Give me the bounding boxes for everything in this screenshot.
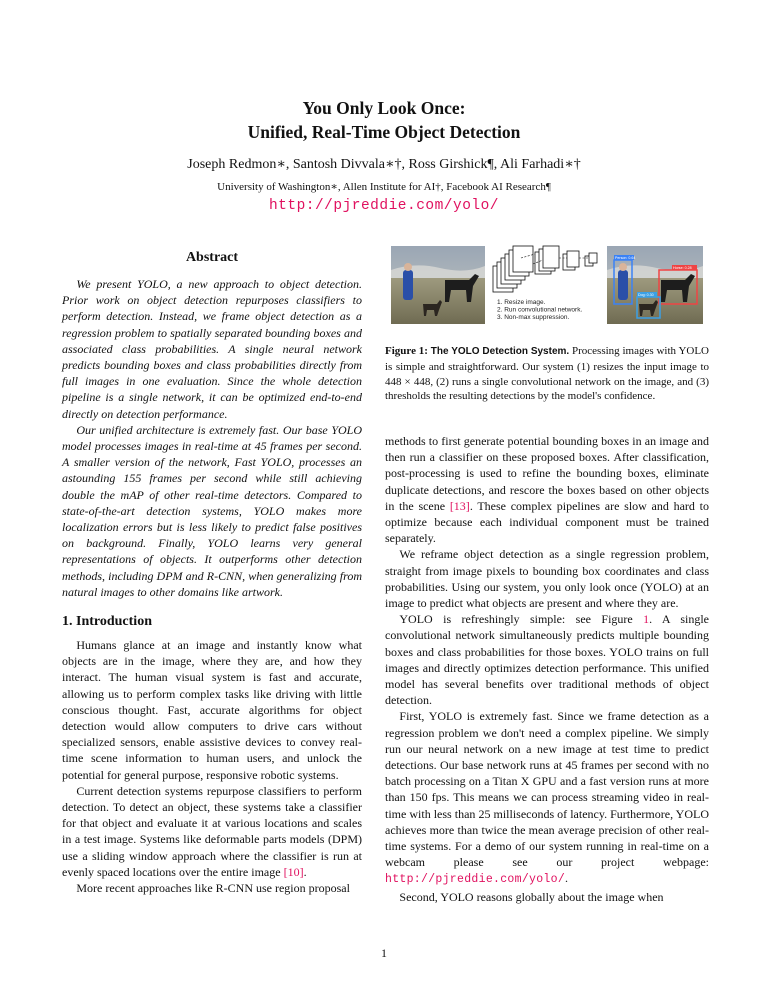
intro-paragraph-1: Humans glance at an image and instantly know what objects are in the image, where they are, and how they interact. The human visual system is fast and accurate, allowing us to perform complex tasks like driving with little conscious thought. Fast, accurate algorithms for object detection would allow computers to drive cars without specialized sensors, enable assistive devices to convey real-time scene information to human users, and unlock the potential for general purpose, responsive robotic systems. <box>62 638 362 782</box>
right-p4-text: First, YOLO is extremely fast. Since we frame detection as a regression problem we don't need a complex pipeline. We simply run our neural network on a new image at test time to predict detections. Our base network runs at 45 frames per second with no batch processing on a Titan X GPU and a fast version runs at more than 150 fps. This means we can process streaming video in real-time with less than 25 milliseconds of latency. Furthermore, YOLO achieves more than twice the mean average precision of other real-time systems. For a demo of our system running in real-time on a webcam please see our project webpage: <box>385 709 709 870</box>
title-line-1: You Only Look Once: <box>302 98 466 118</box>
right-paragraph-4 <box>385 708 709 888</box>
input-image <box>391 246 485 324</box>
abstract-heading: Abstract <box>185 250 239 265</box>
intro-p2-end: . <box>303 864 307 879</box>
network-stack <box>493 246 597 292</box>
citation-link-13[interactable]: [13] <box>449 498 470 513</box>
webpage-link[interactable]: http://pjreddie.com/yolo/ <box>385 873 566 887</box>
right-p3-end: . A single convolutional network simultaneously predicts multiple bounding boxes and class probabilities for those boxes. YOLO trains on full images and directly optimizes detection performance. This unified model has several benefits over traditional methods of object detection. <box>385 612 710 708</box>
right-paragraph-3 <box>385 611 709 708</box>
intro-heading: 1. Introduction <box>62 614 152 629</box>
title-line-2: Unified, Real-Time Object Detection <box>247 122 521 142</box>
abstract-body <box>62 276 362 600</box>
yolo-system-figure <box>385 240 709 328</box>
intro-paragraph-3: More recent approaches like R-CNN use region proposal <box>76 881 350 896</box>
person-label: Person: 0.64 <box>615 256 636 260</box>
step-2: 2. Run convolutional network. <box>497 306 583 314</box>
figure-ref-link[interactable]: 1 <box>643 612 650 627</box>
caption-label: Figure 1: <box>385 345 428 357</box>
paper-title <box>0 96 768 144</box>
right-paragraph-1 <box>385 433 709 546</box>
intro-paragraph-2 <box>62 783 362 880</box>
project-url[interactable]: http://pjreddie.com/yolo/ <box>268 198 500 214</box>
page-number: 1 <box>381 946 387 960</box>
right-p1-text: methods to first generate potential bounding boxes in an image and then run a classifier on these proposed boxes. After classification, post-processing is used to refine the bounding boxes, eliminate duplicate detections, and rescore the boxes based on other objects in the scene <box>385 434 709 513</box>
affiliations: University of Washington∗, Allen Institute for AI†, Facebook AI Research¶ <box>217 181 551 193</box>
person-figure <box>403 270 413 300</box>
right-p1-end: . These complex pipelines are slow and hard to optimize because each individual component must be trained separately. <box>385 498 709 546</box>
abstract-paragraph-1: We present YOLO, a new approach to object detection. Prior work on object detection repurposes classifiers to perform detection. Instead, we frame object detection as a regression problem to spatially separated bounding boxes and associated class probabilities. A single neural network predicts bounding boxes and class probabilities directly from full images in one evaluation. Since the whole detection pipeline is a single network, it can be optimized end-to-end directly on detection performance. <box>62 277 362 421</box>
right-paragraph-2: We reframe object detection as a single regression problem, straight from image pixels to bounding box coordinates and class probabilities. Using our system, you only look once (YOLO) at an image to predict what objects are present and where they are. <box>385 547 709 611</box>
right-paragraph-5: Second, YOLO reasons globally about the image when <box>399 889 664 904</box>
right-column-body <box>385 433 709 905</box>
abstract-paragraph-2: Our unified architecture is extremely fast. Our base YOLO model processes images in real-time at 45 frames per second. A smaller version of the network, Fast YOLO, processes an astounding 155 frames per second while still achieving double the mAP of other real-time detectors. Compared to state-of-the-art detection systems, YOLO makes more localization errors but is less likely to predict false positives on background. Finally, YOLO learns very general representations of objects. It outperforms other detection methods, including DPM and R-CNN, when generalizing from natural images to other domains like artwork. <box>62 422 362 599</box>
right-p4-end: . <box>565 871 569 886</box>
intro-p2-text: Current detection systems repurpose classifiers to perform detection. To detect an object, these systems take a classifier for that object and evaluate it at various locations and scales in a test image. Systems like deformable parts models (DPM) use a sliding window approach where the classifier is run at evenly spaced locations over the entire image <box>62 783 362 879</box>
caption-text: Processing images with YOLO is simple and straightforward. Our system (1) resizes the input image to 448 × 448, (2) runs a single convolutional network on the image, and (3) thresholds the resulting detections by the model's confidence. <box>385 345 710 403</box>
caption-title: The YOLO Detection System. <box>430 346 570 357</box>
horse-label: Horse: 0.28 <box>673 266 692 270</box>
output-image <box>607 246 703 324</box>
right-p3-start: YOLO is refreshingly simple: see Figure <box>399 612 644 627</box>
intro-body <box>62 637 362 896</box>
step-1: 1. Resize image. <box>497 299 546 306</box>
authors: Joseph Redmon∗, Santosh Divvala∗†, Ross Girshick¶, Ali Farhadi∗† <box>187 157 581 172</box>
step-3: 3. Non-max suppression. <box>497 314 570 321</box>
figure-caption <box>385 344 709 404</box>
dog-label: Dog: 0.30 <box>638 293 654 297</box>
citation-link-10[interactable]: [10] <box>283 864 304 879</box>
